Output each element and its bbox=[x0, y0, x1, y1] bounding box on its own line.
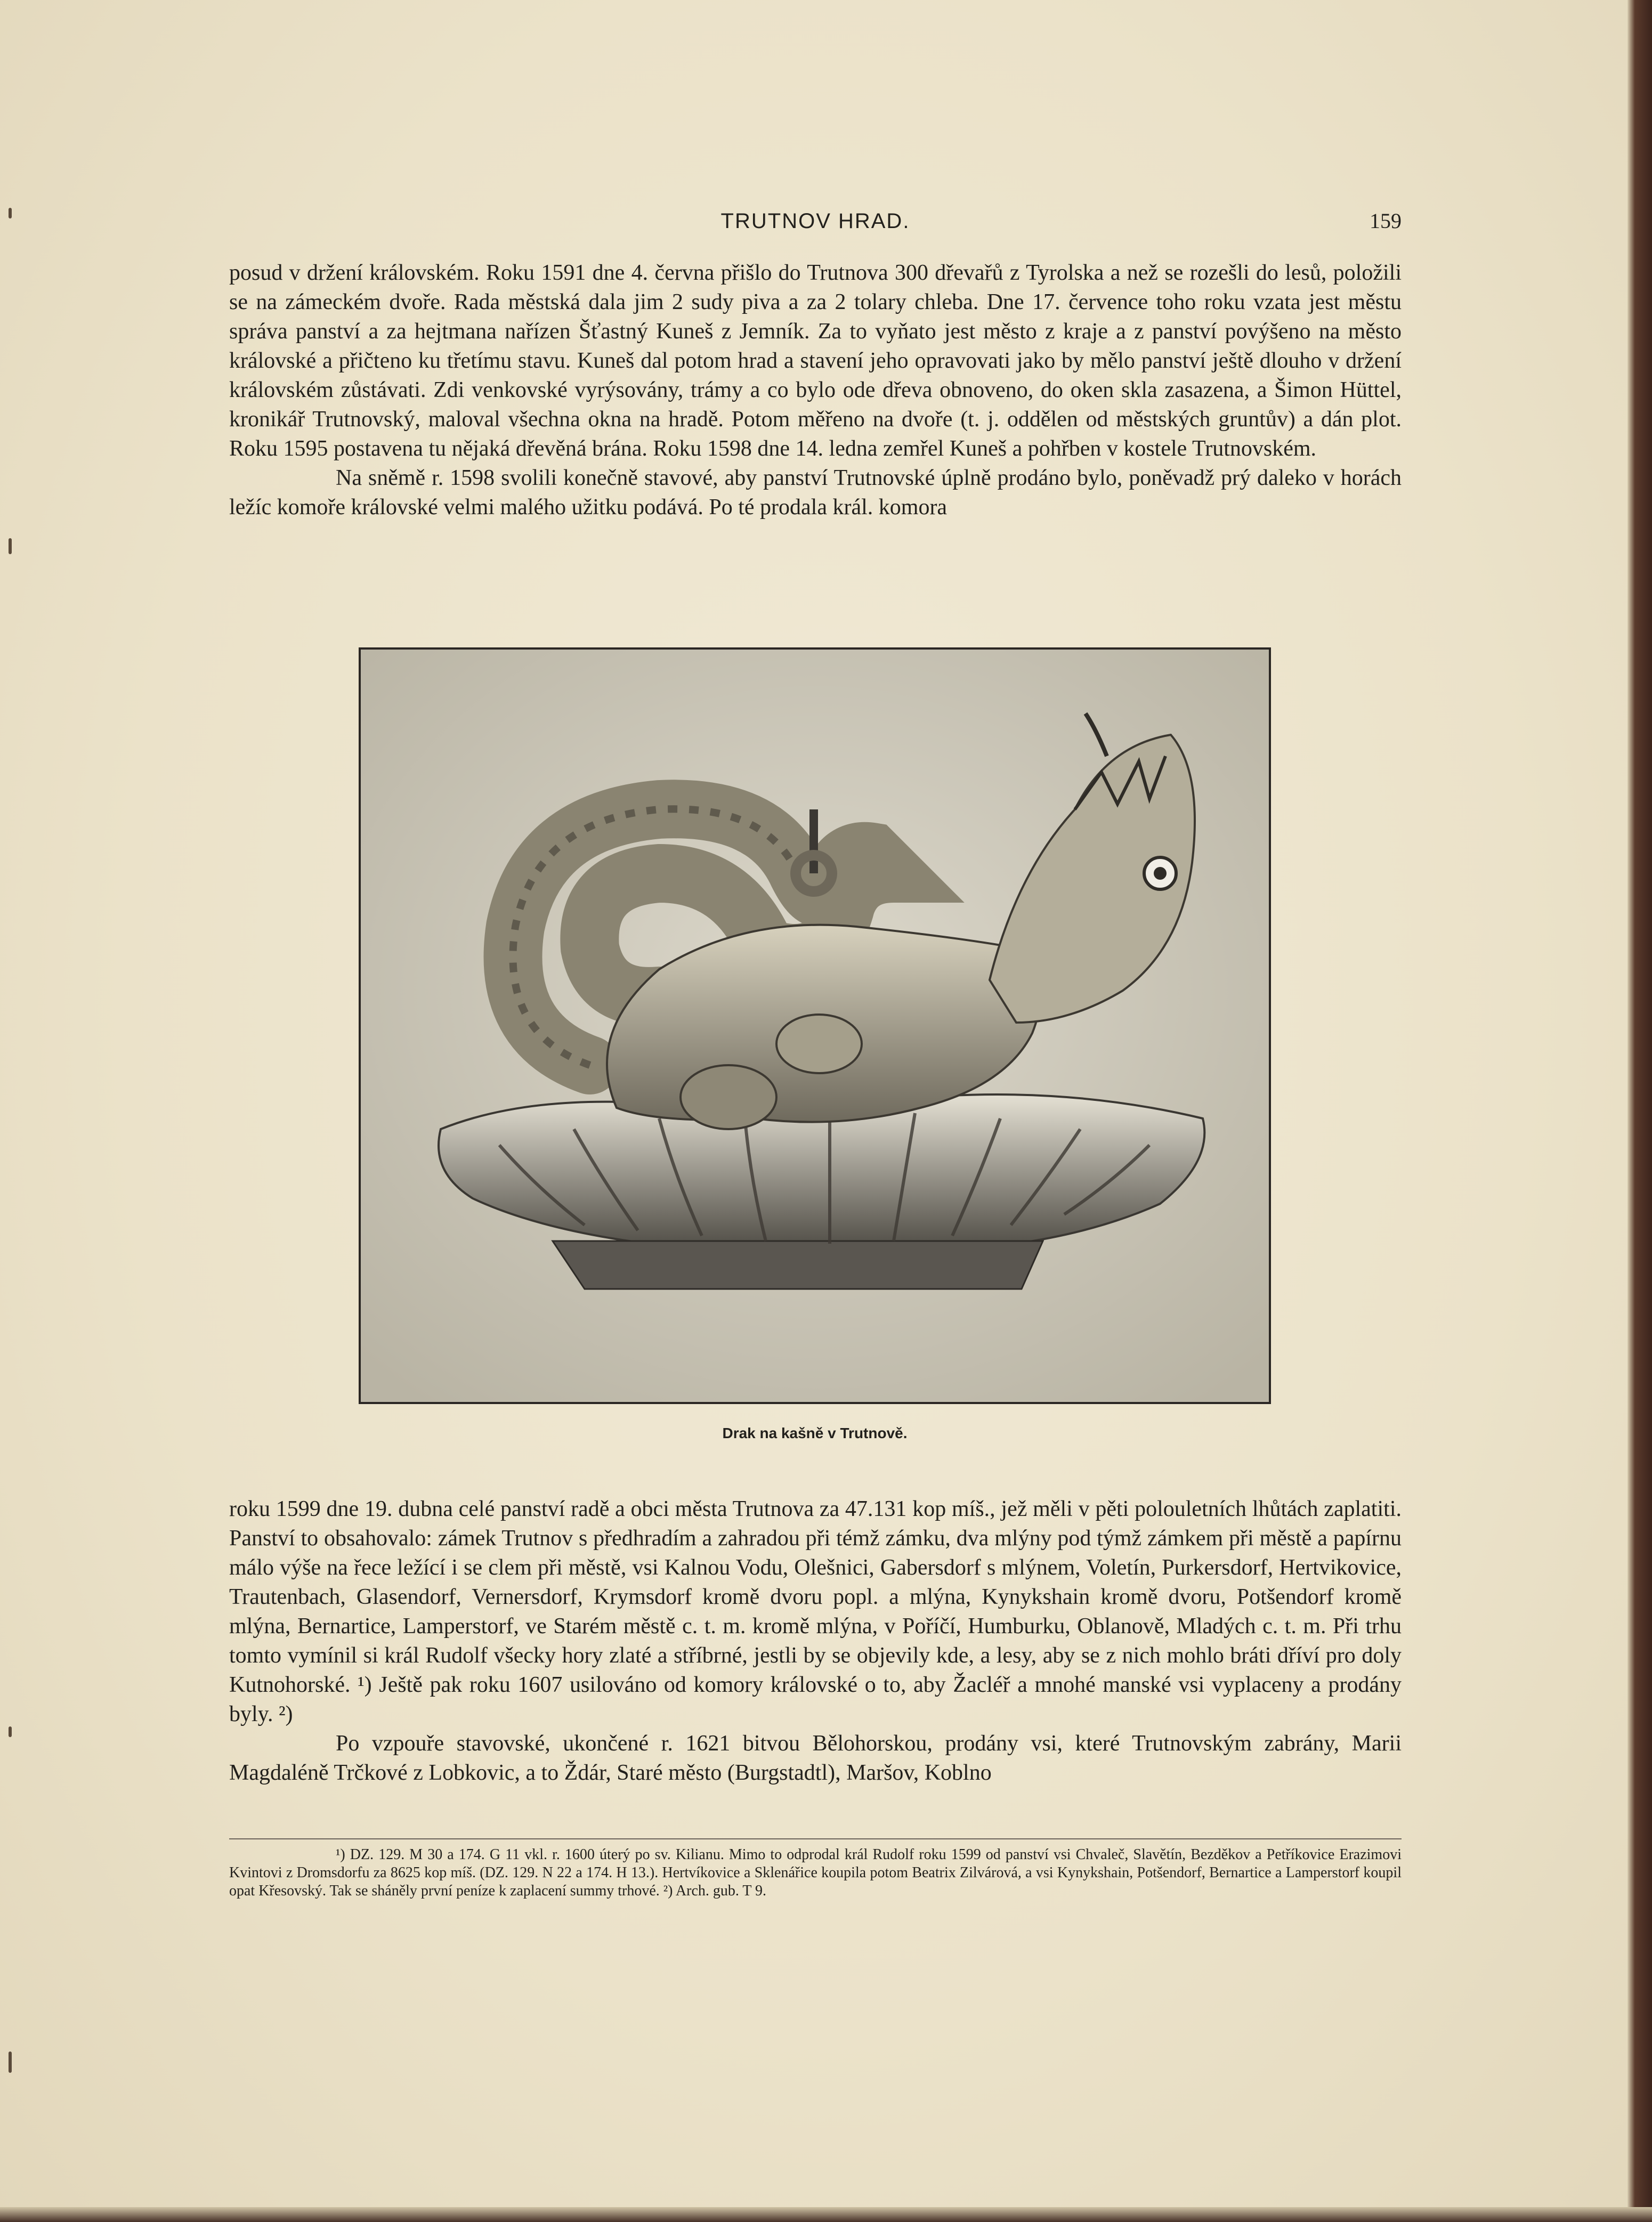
page-number: 159 bbox=[1370, 209, 1402, 233]
paragraph: Po vzpouře stavovské, ukončené r. 1621 bitvou Bělohorskou, prodány vsi, které Trutnovským zabrány, Marii Magdaléně Trčkové z Lobkovic, a to Ždár, Staré město (Burgstadtl), Maršov, Koblno bbox=[229, 1731, 1402, 1785]
footnote-rule bbox=[229, 1838, 1402, 1839]
running-head bbox=[229, 205, 1402, 237]
footnote: ¹) DZ. 129. M 30 a 174. G 11 vkl. r. 1600 úterý po sv. Kilianu. Mimo to odprodal král Rudolf roku 1599 od panství vsi Chvaleč, Slavětín, Bezděkov a Petříkovice Erazimovi Kvintovi z Dromsdorfu za 8625 kop míš. (DZ. 129. N 22 a 174. H 13.). Hertvíkovice a Sklenářice koupila potom Beatrix Zilvárová, a vsi Kynykshain, Potšendorf, Bernartice a Lamperstorf koupil opat Křesovský. Tak se sháněly první peníze k zaplacení summy trhové. ²) Arch. gub. T 9. bbox=[229, 1846, 1402, 1899]
scan-edge-mark bbox=[9, 208, 12, 218]
paragraph: roku 1599 dne 19. dubna celé panství radě a obci města Trutnova za 47.131 kop míš., jež měli v pěti polouletních lhůtách zaplatiti. Panství to obsahovalo: zámek Trutnov s předhradím a zahradou při témž zámku, dva mlýny pod týmž zámkem při městě a papírnu málo výše na řece ležící i se clem při městě, vsi Kalnou Vodu, Olešnici, Gabersdorf s mlýnem, Voletín, Purkersdorf, Hertvikovice, Trautenbach, Glasendorf, Vernersdorf, Krymsdorf kromě dvoru popl. a mlýna, Kynykshain kromě dvoru, Potšendorf kromě mlýna, Bernartice, Lamperstorf, ve Starém městě c. t. m. kromě mlýna, v Poříčí, Humburku, Oblanově, Mladých c. t. m. Při trhu tomto vymínil si král Rudolf všecky hory zlaté a stříbrné, jestli by se objevily kde, a lesy, aby se z nich mohlo bráti dříví pro doly Kutnohorské. ¹) Ještě pak roku 1607 usilováno od komory královské o to, aby Žacléř a mnohé manské vsi vyplaceny a prodány byly. ²) bbox=[229, 1497, 1402, 1726]
running-title: TRUTNOV HRAD. bbox=[720, 209, 910, 233]
scan-edge-mark bbox=[9, 1726, 12, 1737]
paragraph: posud v držení královském. Roku 1591 dne 4. června přišlo do Trutnova 300 dřevařů z Tyrolska a než se rozešli do lesů, položili se na zámeckém dvoře. Rada městská dala jim 2 sudy piva a za 2 tolary chleba. Dne 17. července toho roku vzata jest městu správa panství a za hejtmana nařízen Šťastný Kuneš z Jemník. Za to vyňato jest město z kraje a z panství povýšeno na město královské a přičteno ku třetímu stavu. Kuneš dal potom hrad a stavení jeho opravovati jako by mělo panství ještě dlouho v držení královském zůstávati. Zdi venkovské vyrýsovány, trámy a co bylo ode dřeva obnoveno, do oken skla zasazena, a Šimon Hüttel, kronikář Trutnovský, maloval všechna okna na hradě. Potom měřeno na dvoře (t. j. oddělen od městských gruntův) a dán plot. Roku 1595 postavena tu nějaká dřevěná brána. Roku 1598 dne 14. ledna zemřel Kuneš a pohřben v kostele Trutnovském. bbox=[229, 261, 1402, 461]
scan-edge-mark bbox=[9, 2051, 12, 2073]
body-text-top bbox=[229, 258, 1402, 522]
figure-caption: Drak na kašně v Trutnově. bbox=[722, 1425, 908, 1441]
scan-bottom-edge bbox=[0, 2207, 1652, 2222]
scan-edge-mark bbox=[9, 538, 12, 554]
dragon-fountain-drawing bbox=[361, 650, 1269, 1402]
footnotes bbox=[229, 1846, 1402, 1900]
dragon-fountain-illustration bbox=[359, 647, 1271, 1404]
book-binding-edge bbox=[1627, 0, 1652, 2222]
body-text-bottom bbox=[229, 1495, 1402, 1788]
paragraph: Na sněmě r. 1598 svolili konečně stavové, aby panství Trutnovské úplně prodáno bylo, poněvadž prý daleko v horách ležíc komoře královské velmi malého užitku podává. Po té prodala král. komora bbox=[229, 466, 1402, 520]
